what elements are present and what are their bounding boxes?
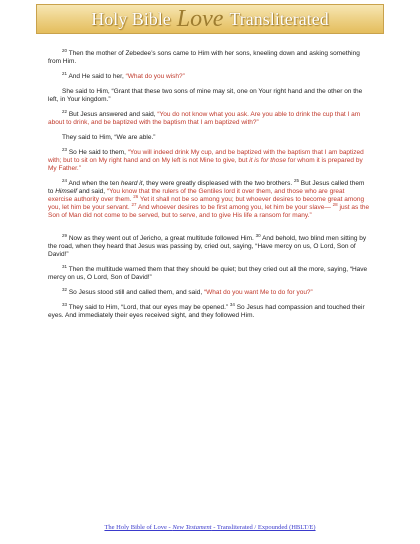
verse-number: 34 <box>229 301 235 307</box>
verse-text: They said to Him, “Lord, that our eyes may be opened.” <box>68 304 230 311</box>
footer-suffix: - Transliterated / Expounded (HBLT/E) <box>211 524 316 531</box>
footer-prefix: The Holy Bible of Love - <box>104 524 173 531</box>
verse-text: So He said to them, <box>68 149 128 156</box>
verse-number: 25 <box>293 177 299 183</box>
verse-paragraph <box>48 88 370 104</box>
verse-number: 28 <box>332 201 338 207</box>
verse-text: She said to Him, “Grant that these two sons of mine may sit, one on Your right hand and the other on the left, in Your kingdom.” <box>48 88 363 103</box>
verse-text: But Jesus called them to <box>48 180 365 195</box>
verse-paragraph <box>48 146 370 173</box>
verse-text: , they were greatly displeased with the two brothers. <box>142 180 294 187</box>
verse-text: They said to Him, “We are able.” <box>62 134 156 141</box>
verse-paragraph <box>48 263 370 282</box>
words-of-jesus: “You know that the rulers of the Gentiles lord it over them, and those who are great exercise authority over them. <box>48 188 345 203</box>
verse-number: 20 <box>62 47 68 53</box>
header-banner <box>36 4 384 34</box>
verse-paragraph <box>48 134 370 142</box>
verse-number: 29 <box>62 232 68 238</box>
verse-number: 27 <box>131 201 137 207</box>
italic-words-of-jesus: it is for those <box>249 157 287 164</box>
verse-number: 33 <box>62 301 68 307</box>
verse-number: 26 <box>133 193 139 199</box>
verse-text: and said, <box>76 188 107 195</box>
verse-text: Now as they went out of Jericho, a great multitude followed Him. <box>68 235 256 242</box>
scripture-text <box>48 47 370 327</box>
words-of-jesus: “What do you want Me to do for you?” <box>203 289 313 296</box>
verse-paragraph <box>48 47 370 66</box>
verse-number: 31 <box>62 263 68 269</box>
verse-number: 22 <box>62 108 68 114</box>
verse-number: 23 <box>62 146 68 152</box>
words-of-jesus: “You will indeed drink My cup, and be baptized with the baptism that I am baptized with; but to sit on My right hand and on My left is not Mine to give, but <box>48 149 364 164</box>
verse-text: Then the multitude warned them that they should be quiet; but they cried out all the more, saying, “Have mercy on us, O Lord, Son of David!” <box>48 266 368 281</box>
italic-text: heard it <box>120 180 143 187</box>
verse-text: And behold, two blind men sitting by the road, when they heard that Jesus was passing by, cried out, saying, “Have mercy on us, O Lord, Son of David!” <box>48 235 367 258</box>
banner-title-love: Love <box>176 5 224 32</box>
verse-text: And when the ten <box>68 180 121 187</box>
page-footer <box>0 524 420 531</box>
words-of-jesus: just as the Son of Man did not come to be served, but to serve, and to give His life a ransom for many.” <box>48 204 370 219</box>
banner-title-part2: Transliterated <box>229 8 329 29</box>
words-of-jesus: for whom it is prepared by My Father.” <box>48 157 363 172</box>
verse-text: And He said to her, <box>68 73 126 80</box>
verse-text: Then the mother of Zebedee’s sons came to Him with her sons, kneeling down and asking something from Him. <box>48 50 360 65</box>
verse-text: But Jesus answered and said, <box>68 111 158 118</box>
verse-text: So Jesus had compassion and touched their eyes. And immediately their eyes received sight, and they followed Him. <box>48 304 365 319</box>
verse-number: 24 <box>62 177 68 183</box>
verse-paragraph <box>48 301 370 320</box>
words-of-jesus: “You do not know what you ask. Are you able to drink the cup that I am about to drink, and be baptized with the baptism that I am baptized with?” <box>48 111 361 126</box>
verse-paragraph <box>48 177 370 220</box>
italic-text: Himself <box>55 188 77 195</box>
banner-title-part1: Holy Bible <box>91 8 171 29</box>
verse-paragraph <box>48 232 370 259</box>
verse-paragraph <box>48 286 370 297</box>
words-of-jesus: Yet it shall not be so among you; but whoever desires to become great among you, let him be your servant. <box>48 196 365 211</box>
footer-italic: New Testament <box>172 524 212 531</box>
verse-number: 21 <box>62 70 68 76</box>
words-of-jesus: “What do you wish?” <box>125 73 185 80</box>
verse-number: 30 <box>255 232 261 238</box>
verse-paragraph <box>48 70 370 81</box>
verse-number: 32 <box>62 286 68 292</box>
verse-paragraph <box>48 108 370 127</box>
verse-text: So Jesus stood still and called them, and said, <box>68 289 204 296</box>
words-of-jesus: And whoever desires to be first among you, let him be your slave— <box>137 204 333 211</box>
